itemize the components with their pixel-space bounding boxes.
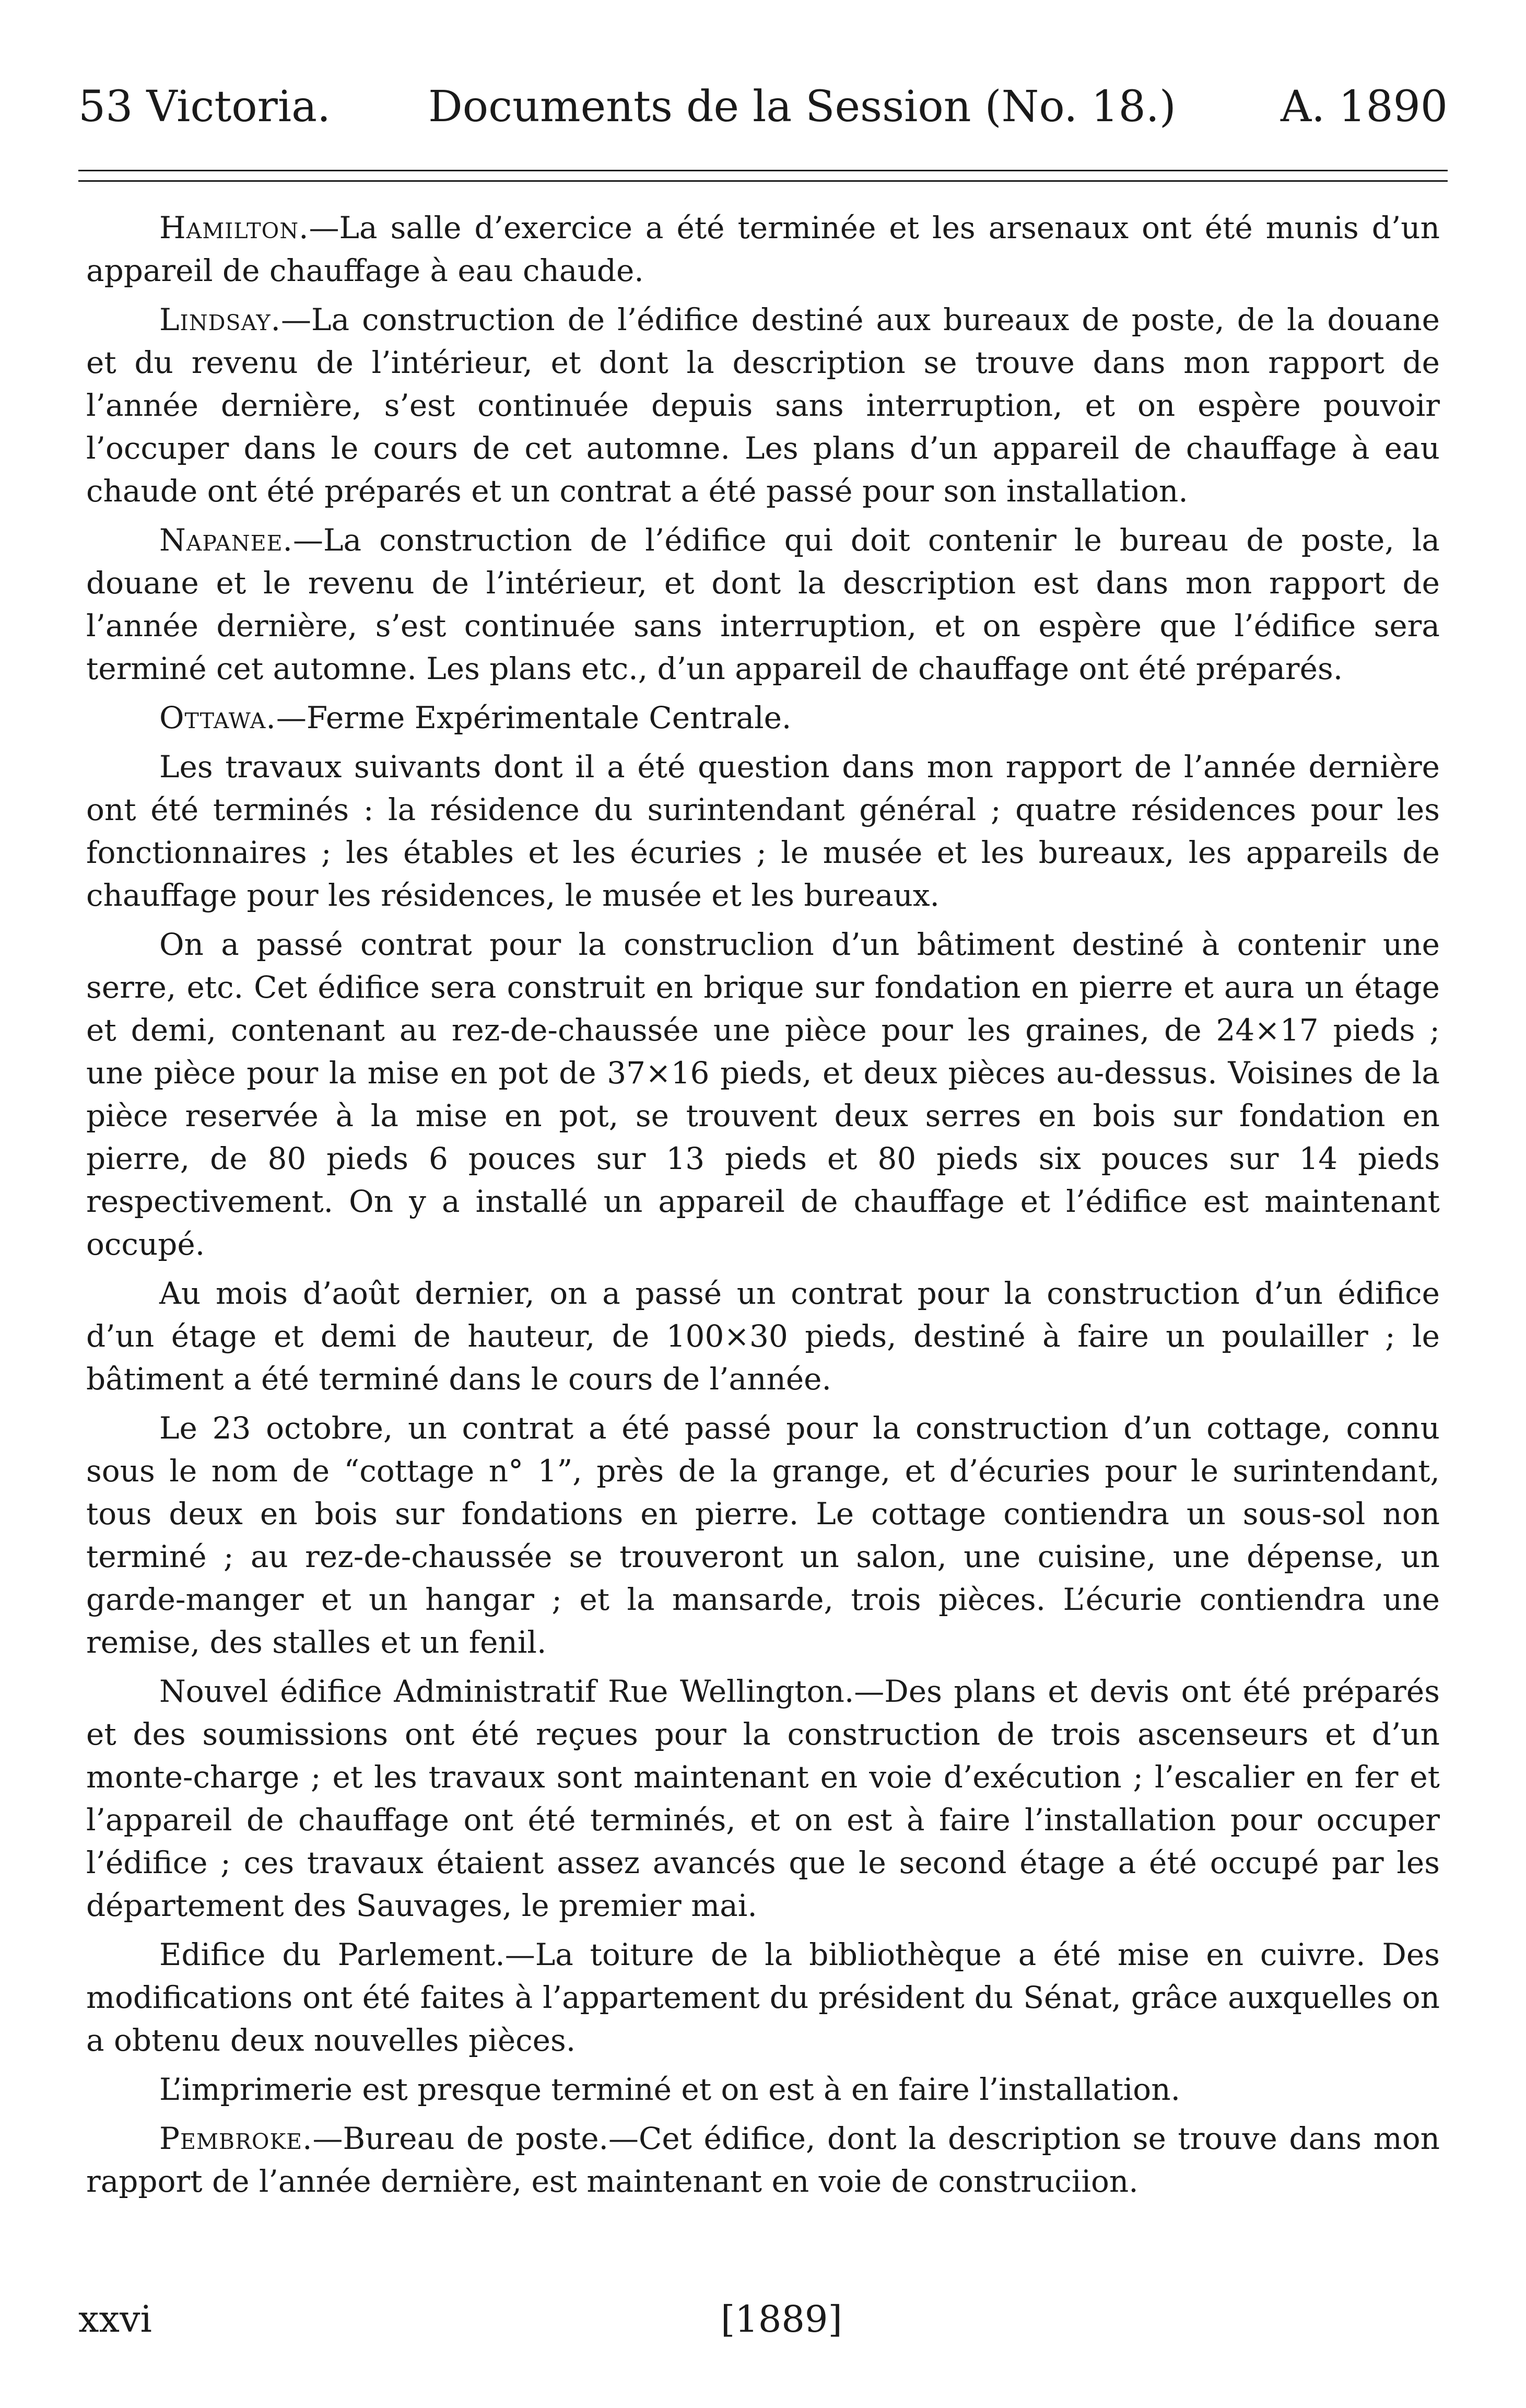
paragraph-text: Edifice du Parlement.—La toiture de la bibliothèque a été mise en cuivre. Des modifications ont été faites à l’appartement du président du Sénat, grâce auxquelles on a obtenu deux nouvelles pièces. <box>86 1937 1440 2058</box>
paragraph <box>86 519 1440 690</box>
paragraph-lead: Napanee. <box>159 522 293 558</box>
header-volume: 53 Victoria. <box>78 82 331 132</box>
paragraph-text: Au mois d’août dernier, on a passé un contrat pour la construction d’un édifice d’un étage et demi de hauteur, de 100×30 pieds, destiné à faire un poulailler ; le bâtiment a été terminé dans le cours de l’année. <box>86 1276 1440 1397</box>
paragraph <box>86 1407 1440 1664</box>
header-title: Documents de la Session (No. 18.) <box>428 82 1176 132</box>
paragraph-text: —La construction de l’édifice destiné aux bureaux de poste, de la douane et du revenu de l’intérieur, et dont la description se trouve dans mon rapport de l’année dernière, s’est continuée depuis sans interruption, et on espère pouvoir l’occuper dans le cours de cet automne. Les plans d’un appareil de chauffage à eau chaude ont été préparés et un contrat a été passé pour son installation. <box>86 302 1440 509</box>
paragraph-text: L’imprimerie est presque terminé et on est à en faire l’installation. <box>159 2072 1181 2107</box>
page-number: xxvi <box>78 2298 152 2341</box>
paragraph <box>86 1670 1440 1927</box>
paragraph-lead: Hamilton. <box>159 210 309 246</box>
header-year: A. 1890 <box>1280 82 1448 132</box>
header-rule-top <box>78 170 1448 171</box>
page-footer <box>78 2296 1448 2343</box>
paragraph <box>86 745 1440 917</box>
paragraph <box>86 206 1440 292</box>
paragraph-text: —Ferme Expérimentale Centrale. <box>276 700 792 735</box>
paragraph <box>86 298 1440 512</box>
paragraph-text: —La salle d’exercice a été terminée et les arsenaux ont été munis d’un appareil de chauffage à eau chaude. <box>86 210 1440 288</box>
paragraph-lead: Lindsay. <box>159 302 281 337</box>
paragraph-lead: Ottawa. <box>159 700 276 735</box>
paragraph-lead: Pembroke. <box>159 2121 313 2156</box>
paragraph-text: —La construction de l’édifice qui doit contenir le bureau de poste, la douane et le revenu de l’intérieur, et dont la description est dans mon rapport de l’année dernière, s’est continuée sans interruption, et on espère que l’édifice sera terminé cet automne. Les plans etc., d’un appareil de chauffage ont été préparés. <box>86 522 1440 686</box>
page-header <box>78 78 1448 136</box>
paragraph <box>86 1272 1440 1400</box>
paragraph-text: Les travaux suivants dont il a été question dans mon rapport de l’année dernière ont été terminés : la résidence du surintendant général ; quatre résidences pour les fonctionnaires ; les étables et les écuries ; le musée et les bureaux, les appareils de chauffage pour les résidences, le musée et les bureaux. <box>86 749 1440 913</box>
footer-year: [1889] <box>721 2298 842 2341</box>
paragraph-text: Le 23 octobre, un contrat a été passé pour la construction d’un cottage, connu sous le nom de “cottage n° 1”, près de la grange, et d’écuries pour le surintendant, tous deux en bois sur fondations en pierre. Le cottage contiendra un sous-sol non terminé ; au rez-de-chaussée se trouveront un salon, une cuisine, une dépense, un garde-manger et un hangar ; et la mansarde, trois pièces. L’écurie contiendra une remise, des stalles et un fenil. <box>86 1410 1440 1660</box>
paragraph <box>86 923 1440 1266</box>
header-rule-bottom <box>78 180 1448 182</box>
paragraph <box>86 696 1440 739</box>
paragraph <box>86 2068 1440 2111</box>
paragraph-text: Nouvel édifice Administratif Rue Wellington.—Des plans et devis ont été préparés et des soumissions ont été reçues pour la construction de trois ascenseurs et d’un monte-charge ; et les travaux sont maintenant en voie d’exécution ; l’escalier en fer et l’appareil de chauffage ont été terminés, et on est à faire l’installation pour occuper l’édifice ; ces travaux étaient assez avancés que le second étage a été occupé par les département des Sauvages, le premier mai. <box>86 1674 1440 1923</box>
paragraph-text: On a passé contrat pour la construclion d’un bâtiment destiné à contenir une serre, etc. Cet édifice sera construit en brique sur fondation en pierre et aura un étage et demi, contenant au rez-de-chaussée une pièce pour les graines, de 24×17 pieds ; une pièce pour la mise en pot de 37×16 pieds, et deux pièces au-dessus. Voisines de la pièce reservée à la mise en pot, se trouvent deux serres en bois sur fondation en pierre, de 80 pieds 6 pouces sur 13 pieds et 80 pieds six pouces sur 14 pieds respectivement. On y a installé un appareil de chauffage et l’édifice est maintenant occupé. <box>86 927 1440 1262</box>
paragraph-text: —Bureau de poste.—Cet édifice, dont la description se trouve dans mon rapport de l’année dernière, est maintenant en voie de construciion. <box>86 2121 1440 2199</box>
document-body <box>86 206 1440 2209</box>
paragraph <box>86 2117 1440 2203</box>
paragraph <box>86 1933 1440 2062</box>
